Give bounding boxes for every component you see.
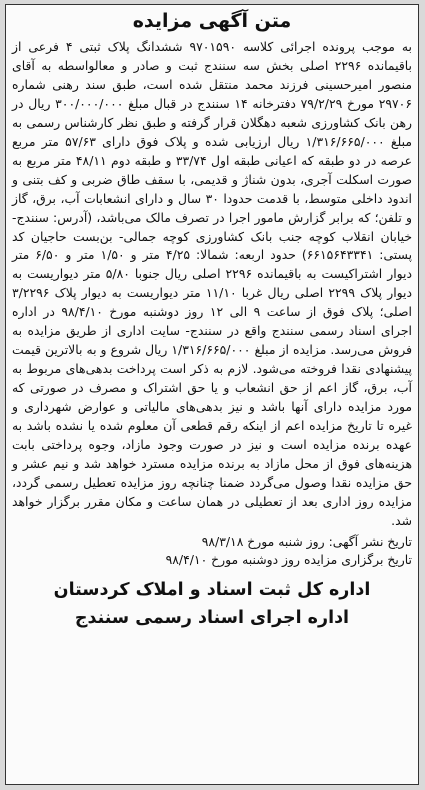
notice-title: متن آگهی مزایده xyxy=(132,10,292,32)
auction-date: تاریخ برگزاری مزایده روز دوشنبه مورخ ۹۸/۴/۱۰ xyxy=(165,552,412,568)
issuer-signature xyxy=(6,576,418,632)
auction-notice xyxy=(5,4,419,785)
notice-dates xyxy=(6,533,418,570)
notice-body: به موجب پرونده اجرائی کلاسه ۹۷۰۱۵۹۰ ششدانگ پلاک ثبتی ۴ فرعی از باقیمانده ۲۲۹۶ اصلی بخش سه سنندج ثبت و صادر و معالواسطه به آقای منصور امیرحسینی فرزند محمد منتقل شده است، طبق سند رهنی شماره ۲۹۷۰۶ مورخ ۷۹/۲/۲۹ دفترخانه ۱۴ سنندج در قبال مبلغ ۳۰۰/۰۰۰/۰۰۰ ریال در رهن بانک کشاورزی شعبه دهگلان قرار گرفته و طبق نظر کارشناس رسمی به مبلغ ۱/۳۱۶/۶۶۵/۰۰۰ ریال ارزیابی شده و پلاک فوق دارای ۵۷/۶۳ متر مربع عرصه در دو طبقه که اعیانی طبقه اول ۳۳/۷۴ و طبقه دوم ۴۸/۱۱ متر مربع به صورت اسکلت آجری، بدون شناژ و قدیمی، با سقف طاق ضربی و کف بتنی و اندود داخلی متوسط، با قدمت حدودا ۳۰ سال و دارای انشعابات آب، برق، گاز و تلفن؛ که برابر گزارش مامور اجرا در تصرف مالک می‌باشد، (آدرس: سنندج- خیابان انقلاب کوچه جنب بانک کشاورزی کوچه جمالی- بن‌بست حاجیان کد پستی: ۶۶۱۵۶۴۳۳۴۱) حدود اربعه: شمالا: ۴/۲۵ متر و ۱/۵۰ متر و ۶/۵۰ متر دیوار اشتراکیست به باقیمانده ۲۲۹۶ اصلی ریال جنوبا ۵/۸۰ متر دیواریست به دیوار پلاک ۲۲۹۹ اصلی ریال غربا ۱۱/۱۰ متر دیواریست به دیوار پلاک ۳/۲۲۹۶ اصلی؛ پلاک فوق از ساعت ۹ الی ۱۲ روز دوشنبه مورخ ۹۸/۴/۱۰ در اداره اجرای اسناد رسمی سنندج واقع در سنندج- سایت اداری از طریق مزایده به فروش می‌رسد. مزایده از مبلغ ۱/۳۱۶/۶۶۵/۰۰۰ ریال شروع و به بالاترین قیمت پیشنهادی نقدا فروخته می‌شود. لازم به ذکر است پرداخت بدهی‌های مربوط به آب، برق، گاز اعم از حق انشعاب و یا حق اشتراک و مصرف در صورتی که مورد مزایده دارای آنها باشد و نیز بدهی‌های مالیاتی و عوارض شهرداری و غیره تا تاریخ مزایده اعم از اینکه رقم قطعی آن معلوم شده یا نشده باشد به عهده برنده مزایده است و نیز در صورت وجود مازاد، وجوه پرداختی بابت هزینه‌های فوق از محل مازاد به برنده مزایده مسترد خواهد شد و نیم عشر و حق مزایده نقدا وصول می‌گردد ضمنا چنانچه روز مزایده تعطیل رسمی گردد، مزایده روز اداری بعد از تعطیلی در همان ساعت و مکان مقرر برگزار خواهد شد. xyxy=(12,39,413,528)
publish-date: تاریخ نشر آگهی: روز شنبه مورخ ۹۸/۳/۱۸ xyxy=(201,533,412,549)
issuer-general-office: اداره کل ثبت اسناد و املاک کردستان xyxy=(53,579,371,600)
issuer-enforcement-office: اداره اجرای اسناد رسمی سنندج xyxy=(74,607,350,628)
